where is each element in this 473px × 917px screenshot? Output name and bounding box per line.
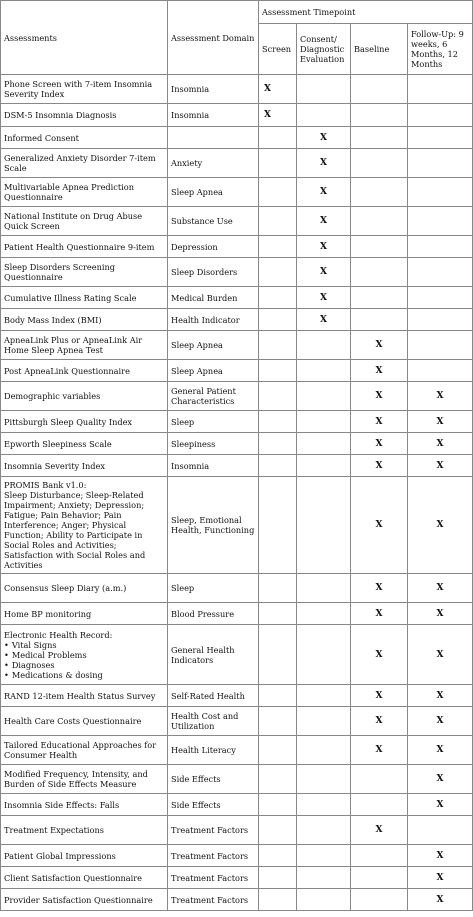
table-row — [1, 331, 473, 360]
assessment-name: Body Mass Index (BMI) — [4, 314, 102, 325]
timepoint-cell — [408, 236, 473, 258]
timepoint-cell — [259, 603, 297, 625]
timepoint-cell: X — [351, 816, 408, 845]
header-assessments: Assessments — [1, 1, 168, 75]
table-row — [1, 236, 473, 258]
timepoint-cell — [259, 331, 297, 360]
header-consent: Consent/ Diagnostic Evaluation — [297, 24, 351, 75]
assessment-cell — [1, 816, 168, 845]
timepoint-cell — [408, 75, 473, 104]
timepoint-cell — [297, 736, 351, 765]
assessment-item: • Diagnoses — [11, 660, 164, 670]
timepoint-cell: X — [351, 455, 408, 477]
table-row — [1, 178, 473, 207]
timepoint-cell — [259, 867, 297, 889]
timepoint-cell — [351, 236, 408, 258]
domain-cell: Sleep Disorders — [168, 258, 259, 287]
header-baseline: Baseline — [351, 24, 408, 75]
assessment-name: Patient Global Impressions — [4, 850, 116, 861]
assessment-name: Epworth Sleepiness Scale — [4, 438, 112, 449]
assessment-name: Insomnia Severity Index — [4, 460, 105, 471]
timepoint-cell: X — [351, 360, 408, 382]
assessment-cell — [1, 867, 168, 889]
assessment-cell — [1, 765, 168, 794]
table-row — [1, 625, 473, 685]
assessment-item: • Vital Signs — [11, 640, 164, 650]
table-row — [1, 574, 473, 603]
table-row — [1, 794, 473, 816]
assessment-name: Informed Consent — [4, 132, 79, 143]
domain-cell: Insomnia — [168, 75, 259, 104]
timepoint-cell — [259, 889, 297, 911]
timepoint-cell — [408, 127, 473, 149]
domain-cell — [168, 127, 259, 149]
timepoint-cell: X — [259, 75, 297, 104]
assessment-name: Electronic Health Record: — [4, 629, 113, 640]
timepoint-cell — [297, 603, 351, 625]
assessment-cell — [1, 236, 168, 258]
timepoint-cell: X — [351, 685, 408, 707]
assessment-name: RAND 12-item Health Status Survey — [4, 690, 156, 701]
timepoint-cell — [297, 625, 351, 685]
assessment-name: ApneaLink Plus or ApneaLink Air Home Sleep Apnea Test — [4, 335, 143, 355]
table-row — [1, 707, 473, 736]
timepoint-cell — [297, 455, 351, 477]
assessment-cell — [1, 736, 168, 765]
assessment-name: Demographic variables — [4, 391, 101, 401]
timepoint-cell: X — [408, 455, 473, 477]
domain-cell: Sleep Apnea — [168, 331, 259, 360]
table-row — [1, 104, 473, 127]
timepoint-cell — [351, 207, 408, 236]
domain-cell: Blood Pressure — [168, 603, 259, 625]
timepoint-cell — [408, 178, 473, 207]
timepoint-cell — [408, 104, 473, 127]
domain-cell: Depression — [168, 236, 259, 258]
domain-cell: Side Effects — [168, 794, 259, 816]
assessment-cell — [1, 309, 168, 331]
domain-cell: Insomnia — [168, 104, 259, 127]
assessment-cell — [1, 455, 168, 477]
assessment-cell — [1, 707, 168, 736]
timepoint-cell — [259, 309, 297, 331]
domain-cell: Sleep Apnea — [168, 360, 259, 382]
table-row — [1, 149, 473, 178]
header-timepoint: Assessment Timepoint — [259, 1, 473, 24]
timepoint-cell — [351, 845, 408, 867]
timepoint-cell — [259, 816, 297, 845]
timepoint-cell — [351, 287, 408, 309]
assessment-cell — [1, 331, 168, 360]
timepoint-cell — [408, 258, 473, 287]
timepoint-cell — [297, 765, 351, 794]
domain-cell: Health Literacy — [168, 736, 259, 765]
timepoint-cell — [259, 382, 297, 411]
table-row — [1, 816, 473, 845]
assessment-name: Treatment Expectations — [4, 825, 104, 835]
header-screen: Screen — [259, 24, 297, 75]
timepoint-cell: X — [259, 104, 297, 127]
table-row — [1, 309, 473, 331]
domain-cell: Substance Use — [168, 207, 259, 236]
timepoint-cell: X — [408, 845, 473, 867]
timepoint-cell — [259, 411, 297, 433]
assessment-name: Modified Frequency, Intensity, and Burden of Side Effects Measure — [4, 769, 148, 789]
table-row — [1, 765, 473, 794]
assessment-cell — [1, 794, 168, 816]
assessment-name: Client Satisfaction Questionnaire — [4, 872, 143, 883]
table-row — [1, 455, 473, 477]
timepoint-cell — [259, 287, 297, 309]
assessment-name: Cumulative Illness Rating Scale — [4, 292, 137, 303]
timepoint-cell — [408, 331, 473, 360]
assessment-cell — [1, 207, 168, 236]
timepoint-cell: X — [297, 178, 351, 207]
table-row — [1, 382, 473, 411]
assessment-name: Health Care Costs Questionnaire — [4, 716, 142, 726]
table-row — [1, 867, 473, 889]
assessment-cell — [1, 360, 168, 382]
assessment-cell — [1, 845, 168, 867]
domain-cell: Sleep — [168, 574, 259, 603]
timepoint-cell — [297, 685, 351, 707]
timepoint-cell — [259, 765, 297, 794]
timepoint-cell: X — [408, 477, 473, 574]
table-row — [1, 736, 473, 765]
timepoint-cell: X — [408, 867, 473, 889]
assessment-name: Sleep Disorders Screening Questionnaire — [4, 262, 115, 282]
assessment-name: Generalized Anxiety Disorder 7-item Scale — [4, 153, 156, 173]
timepoint-cell — [297, 477, 351, 574]
assessment-cell — [1, 127, 168, 149]
assessment-cell — [1, 149, 168, 178]
timepoint-cell: X — [297, 258, 351, 287]
assessment-name: Consensus Sleep Diary (a.m.) — [4, 583, 127, 593]
domain-cell: Side Effects — [168, 765, 259, 794]
assessment-cell — [1, 477, 168, 574]
domain-cell: Insomnia — [168, 455, 259, 477]
timepoint-cell — [351, 178, 408, 207]
timepoint-cell: X — [408, 382, 473, 411]
assessment-name: Multivariable Apnea Prediction Questionnaire — [4, 182, 134, 202]
table-row — [1, 75, 473, 104]
timepoint-cell — [408, 816, 473, 845]
timepoint-cell: X — [297, 287, 351, 309]
timepoint-cell — [297, 867, 351, 889]
timepoint-cell: X — [351, 603, 408, 625]
timepoint-cell — [297, 104, 351, 127]
domain-cell: Sleep — [168, 411, 259, 433]
timepoint-cell — [408, 207, 473, 236]
timepoint-cell — [408, 360, 473, 382]
domain-cell: Sleep, Emotional Health, Functioning — [168, 477, 259, 574]
timepoint-cell — [408, 287, 473, 309]
timepoint-cell — [408, 309, 473, 331]
timepoint-cell — [259, 736, 297, 765]
timepoint-cell — [259, 574, 297, 603]
timepoint-cell: X — [351, 411, 408, 433]
timepoint-cell: X — [408, 411, 473, 433]
timepoint-cell — [259, 127, 297, 149]
header-domain: Assessment Domain — [168, 1, 259, 75]
domain-cell: Treatment Factors — [168, 816, 259, 845]
timepoint-cell: X — [297, 127, 351, 149]
domain-cell: Treatment Factors — [168, 889, 259, 911]
timepoint-cell: X — [351, 331, 408, 360]
domain-cell: Self-Rated Health — [168, 685, 259, 707]
timepoint-cell: X — [351, 625, 408, 685]
domain-cell: Medical Burden — [168, 287, 259, 309]
domain-cell: Sleepiness — [168, 433, 259, 455]
timepoint-cell: X — [408, 433, 473, 455]
table-row — [1, 603, 473, 625]
assessment-cell — [1, 574, 168, 603]
timepoint-cell — [297, 794, 351, 816]
assessment-name: Provider Satisfaction Questionnaire — [4, 894, 153, 905]
table-row — [1, 258, 473, 287]
timepoint-cell: X — [297, 149, 351, 178]
assessment-cell — [1, 889, 168, 911]
timepoint-cell — [351, 889, 408, 911]
assessment-cell — [1, 287, 168, 309]
assessment-item-list — [4, 640, 164, 680]
timepoint-cell — [351, 149, 408, 178]
assessment-name: Post ApneaLink Questionnaire — [4, 365, 130, 376]
timepoint-cell — [259, 845, 297, 867]
timepoint-cell — [259, 625, 297, 685]
assessment-name: Pittsburgh Sleep Quality Index — [4, 416, 133, 427]
timepoint-cell — [259, 477, 297, 574]
timepoint-cell: X — [351, 736, 408, 765]
domain-cell: General Patient Characteristics — [168, 382, 259, 411]
timepoint-cell — [259, 685, 297, 707]
timepoint-cell — [297, 382, 351, 411]
timepoint-cell — [297, 360, 351, 382]
timepoint-cell — [297, 75, 351, 104]
timepoint-cell: X — [408, 736, 473, 765]
timepoint-cell: X — [408, 765, 473, 794]
timepoint-cell: X — [297, 207, 351, 236]
assessment-name: Home BP monitoring — [4, 608, 92, 619]
timepoint-cell — [351, 309, 408, 331]
timepoint-cell — [259, 455, 297, 477]
assessment-cell — [1, 625, 168, 685]
domain-cell: Treatment Factors — [168, 867, 259, 889]
domain-cell: Health Indicator — [168, 309, 259, 331]
assessment-name: DSM-5 Insomnia Diagnosis — [4, 110, 117, 120]
table-row — [1, 287, 473, 309]
timepoint-cell: X — [408, 685, 473, 707]
assessment-name: Phone Screen with 7-item Insomnia Severity Index — [4, 79, 153, 99]
assessment-detail: Sleep Disturbance; Sleep-Related Impairment; Anxiety; Depression; Fatigue; Pain Behavior; Pain Interference; Anger; Physical Function; Ability to Participate in Social Roles and Activities; Satisfaction with Social Roles and Activities — [4, 490, 146, 570]
table-row — [1, 360, 473, 382]
timepoint-cell: X — [351, 707, 408, 736]
timepoint-cell — [259, 149, 297, 178]
assessment-cell — [1, 685, 168, 707]
timepoint-cell — [259, 433, 297, 455]
timepoint-cell: X — [408, 574, 473, 603]
domain-cell: General Health Indicators — [168, 625, 259, 685]
timepoint-cell — [259, 794, 297, 816]
timepoint-cell: X — [408, 603, 473, 625]
timepoint-cell: X — [408, 794, 473, 816]
timepoint-cell: X — [408, 889, 473, 911]
table-body — [1, 75, 473, 911]
timepoint-cell — [351, 104, 408, 127]
assessment-name: Tailored Educational Approaches for Consumer Health — [4, 740, 157, 760]
assessment-item: • Medical Problems — [11, 650, 164, 660]
assessment-cell — [1, 75, 168, 104]
timepoint-cell — [259, 707, 297, 736]
timepoint-cell: X — [351, 477, 408, 574]
timepoint-cell — [297, 707, 351, 736]
assessment-cell — [1, 411, 168, 433]
table-row — [1, 477, 473, 574]
table-row — [1, 845, 473, 867]
timepoint-cell: X — [408, 625, 473, 685]
table-row — [1, 127, 473, 149]
timepoint-cell — [351, 867, 408, 889]
domain-cell: Treatment Factors — [168, 845, 259, 867]
header-followup: Follow-Up: 9 weeks, 6 Months, 12 Months — [408, 24, 473, 75]
timepoint-cell — [351, 794, 408, 816]
domain-cell: Sleep Apnea — [168, 178, 259, 207]
timepoint-cell — [297, 411, 351, 433]
timepoint-cell — [259, 258, 297, 287]
table-row — [1, 433, 473, 455]
timepoint-cell — [351, 765, 408, 794]
assessment-cell — [1, 433, 168, 455]
table-row — [1, 889, 473, 911]
timepoint-cell — [259, 207, 297, 236]
timepoint-cell — [351, 258, 408, 287]
domain-cell: Anxiety — [168, 149, 259, 178]
timepoint-cell: X — [297, 309, 351, 331]
timepoint-cell: X — [351, 574, 408, 603]
table-row — [1, 207, 473, 236]
assessment-item: • Medications & dosing — [11, 670, 164, 680]
timepoint-cell — [259, 236, 297, 258]
assessment-cell — [1, 178, 168, 207]
timepoint-cell: X — [297, 236, 351, 258]
timepoint-cell: X — [351, 382, 408, 411]
timepoint-cell — [297, 889, 351, 911]
timepoint-cell: X — [408, 707, 473, 736]
domain-cell: Health Cost and Utilization — [168, 707, 259, 736]
assessment-cell — [1, 382, 168, 411]
assessment-name: PROMIS Bank v1.0: — [4, 480, 87, 490]
timepoint-cell — [297, 845, 351, 867]
timepoint-cell: X — [351, 433, 408, 455]
timepoint-cell — [297, 433, 351, 455]
timepoint-cell — [297, 816, 351, 845]
timepoint-cell — [297, 574, 351, 603]
table-row — [1, 685, 473, 707]
assessment-cell — [1, 603, 168, 625]
timepoint-cell — [259, 178, 297, 207]
assessment-cell — [1, 104, 168, 127]
assessment-name: Patient Health Questionnaire 9-item — [4, 241, 155, 252]
assessment-name: National Institute on Drug Abuse Quick Screen — [4, 211, 143, 231]
timepoint-cell — [297, 331, 351, 360]
timepoint-cell — [408, 149, 473, 178]
assessment-name: Insomnia Side Effects: Falls — [4, 799, 120, 810]
timepoint-cell — [351, 75, 408, 104]
assessment-cell — [1, 258, 168, 287]
timepoint-cell — [351, 127, 408, 149]
table-row — [1, 411, 473, 433]
timepoint-cell — [259, 360, 297, 382]
